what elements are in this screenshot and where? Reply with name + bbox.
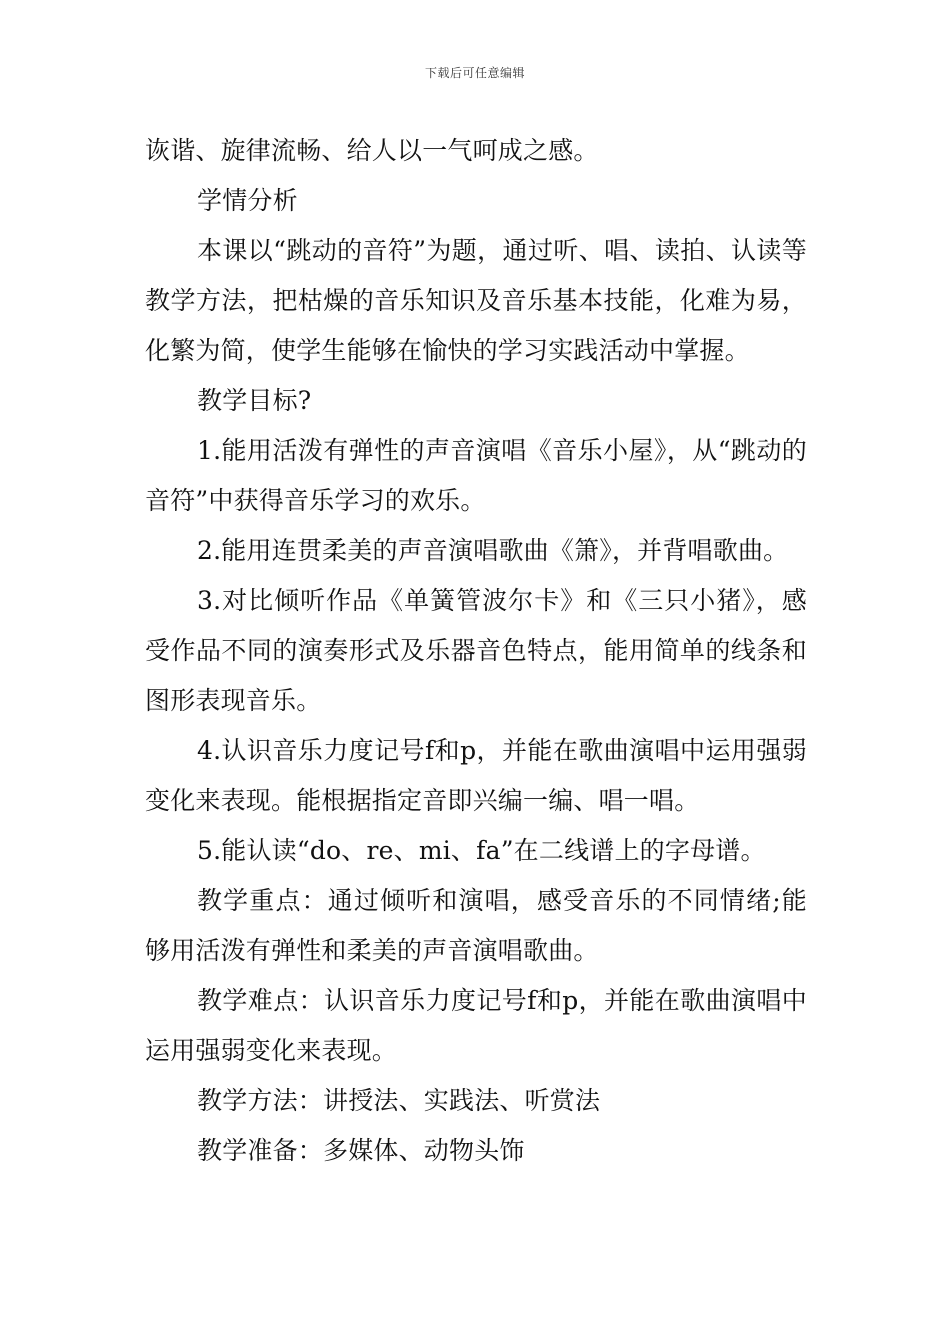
heading-teaching-objectives: 教学目标?	[197, 386, 312, 415]
objective-item-1: 1.能用活泼有弹性的声音演唱《音乐小屋》，从“跳动的音符”中获得音乐学习的欢乐。	[145, 436, 807, 515]
document-body	[145, 126, 807, 1176]
objective-item-5: 5.能认读“do、re、mi、fa”在二线谱上的字母谱。	[197, 836, 766, 865]
paragraph-difficulties: 教学难点：认识音乐力度记号f和p，并能在歌曲演唱中运用强弱变化来表现。	[145, 986, 807, 1065]
paragraph-key-points: 教学重点：通过倾听和演唱，感受音乐的不同情绪;能够用活泼有弹性和柔美的声音演唱歌曲。	[145, 886, 807, 965]
paragraph-preparation: 教学准备：多媒体、动物头饰	[197, 1136, 525, 1165]
paragraph-learning-analysis: 本课以“跳动的音符”为题，通过听、唱、读拍、认读等教学方法，把枯燥的音乐知识及音乐基本技能，化难为易，化繁为简，使学生能够在愉快的学习实践活动中掌握。	[145, 236, 807, 365]
objective-item-2: 2.能用连贯柔美的声音演唱歌曲《箫》，并背唱歌曲。	[197, 536, 789, 565]
paragraph-methods: 教学方法：讲授法、实践法、听赏法	[197, 1086, 601, 1115]
heading-learning-analysis: 学情分析	[197, 186, 298, 215]
paragraph-continuation: 诙谐、旋律流畅、给人以一气呵成之感。	[145, 136, 599, 165]
page-header: 下载后可任意编辑	[424, 66, 525, 80]
objective-item-3: 3.对比倾听作品《单簧管波尔卡》和《三只小猪》，感受作品不同的演奏形式及乐器音色特点，能用简单的线条和图形表现音乐。	[145, 586, 807, 715]
objective-item-4: 4.认识音乐力度记号f和p，并能在歌曲演唱中运用强弱变化来表现。能根据指定音即兴编一编、唱一唱。	[145, 736, 807, 815]
